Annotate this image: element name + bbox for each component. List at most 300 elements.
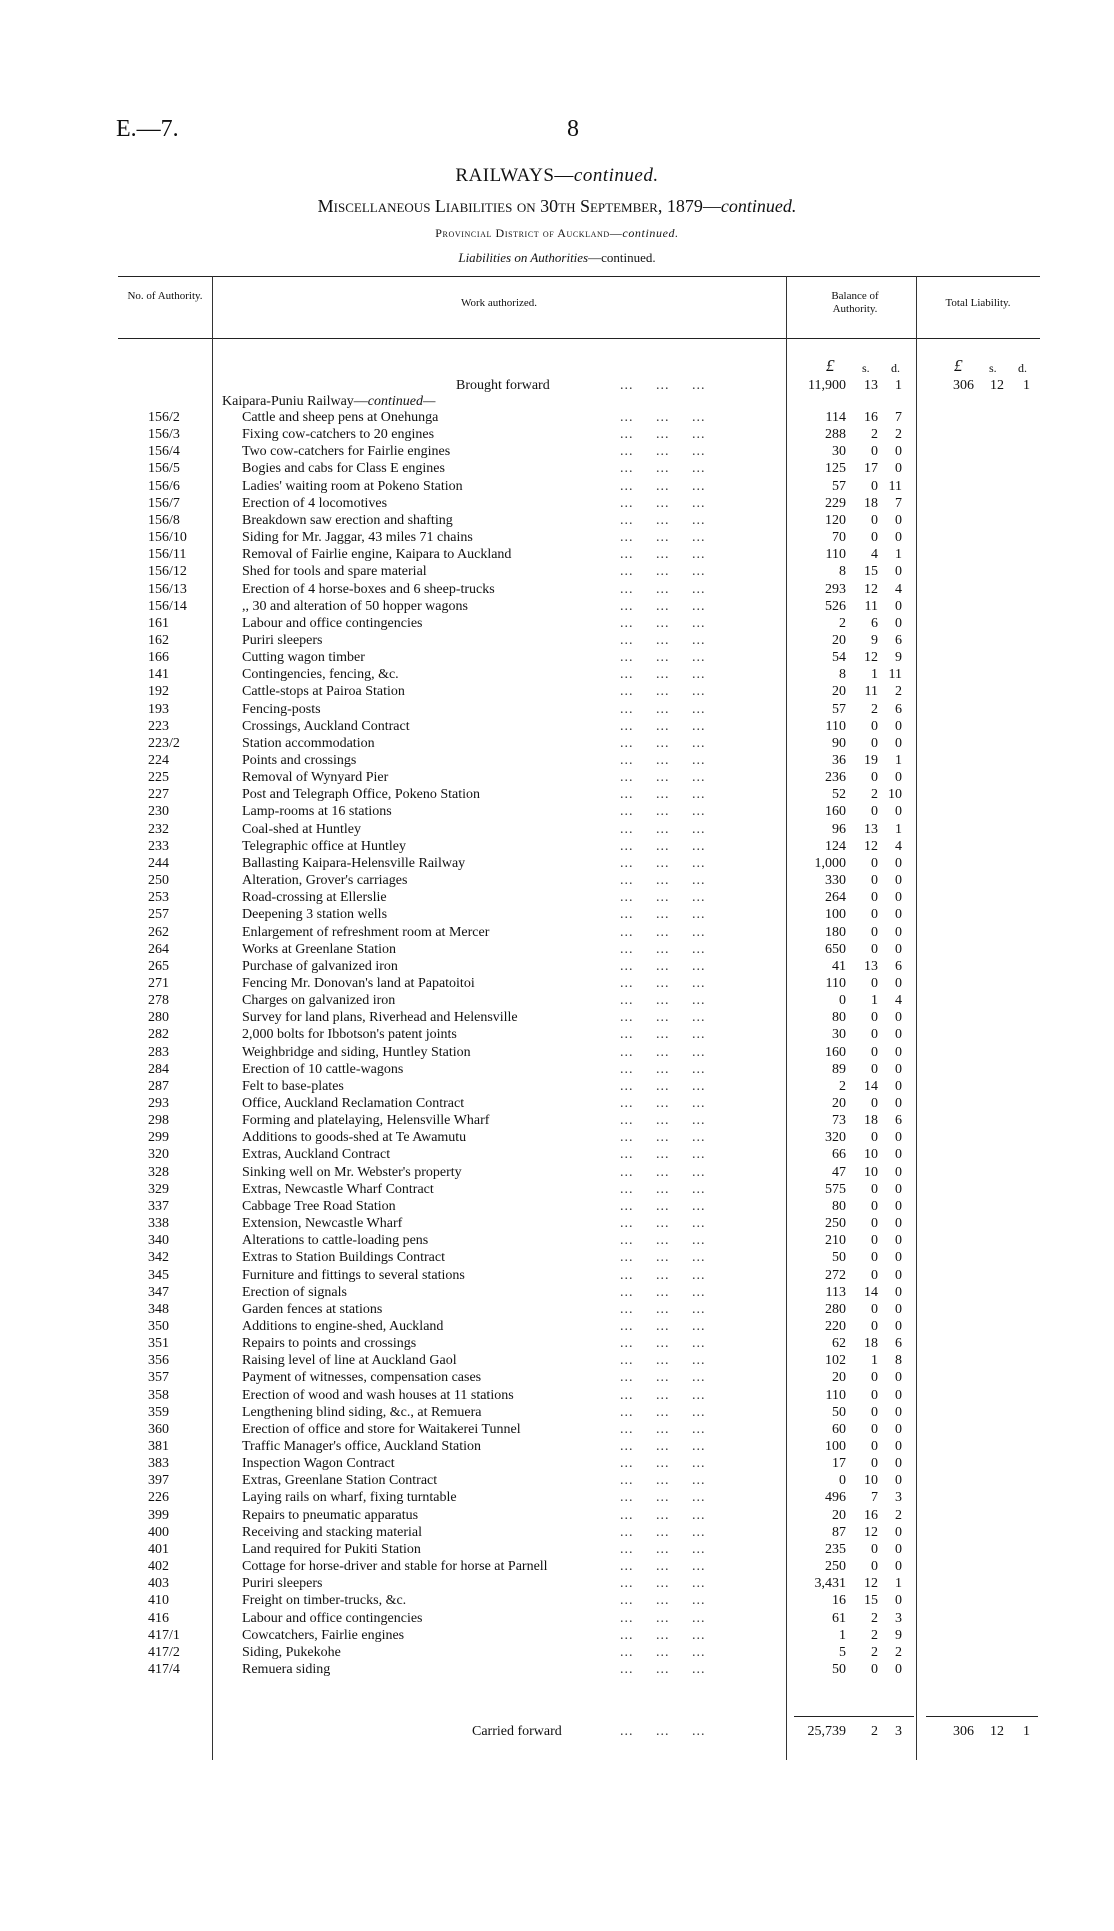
balance-pence: 0 (895, 1182, 902, 1197)
dot-leaders: ... ... ... (620, 1285, 706, 1300)
balance-pence: 0 (895, 1233, 902, 1248)
balance-pounds: 0 (839, 993, 846, 1008)
authority-number: 359 (148, 1405, 169, 1420)
balance-pounds: 1 (839, 1628, 846, 1643)
work-description: Raising level of line at Auckland Gaol (242, 1353, 461, 1369)
work-description: Laying rails on wharf, fixing turntable (242, 1490, 461, 1506)
dot-leaders: ... ... ... (620, 1216, 706, 1231)
authority-number: 250 (148, 873, 169, 888)
authority-number: 299 (148, 1130, 169, 1145)
balance-shillings: 10 (864, 1473, 878, 1488)
dot-leaders: ... ... ... (620, 1113, 706, 1128)
dot-leaders: ... ... ... (620, 1130, 706, 1145)
work-description: Weighbridge and siding, Huntley Station (242, 1045, 475, 1061)
balance-shillings: 12 (864, 1525, 878, 1540)
balance-pounds: 526 (825, 599, 846, 614)
brought-forward-label: Brought forward (456, 378, 550, 393)
authority-number: 226 (148, 1490, 169, 1505)
authority-number: 358 (148, 1388, 169, 1403)
work-description: 2,000 bolts for Ibbotson's patent joints (242, 1027, 461, 1043)
balance-pence: 9 (895, 1628, 902, 1643)
authority-number: 351 (148, 1336, 169, 1351)
work-description: Contingencies, fencing, &c. (242, 667, 403, 683)
dot-leaders: ... ... ... (620, 873, 706, 888)
balance-shillings: 10 (864, 1147, 878, 1162)
authority-number: 282 (148, 1027, 169, 1042)
dot-leaders: ... ... ... (620, 1233, 706, 1248)
group-heading (222, 394, 435, 410)
balance-pence: 6 (895, 633, 902, 648)
balance-pounds: 210 (825, 1233, 846, 1248)
balance-pounds: 20 (832, 1096, 846, 1111)
document-reference: E.—7. (116, 116, 179, 142)
balance-pence: 0 (895, 770, 902, 785)
dot-leaders: ... ... ... (620, 410, 706, 425)
balance-pence: 0 (895, 1662, 902, 1677)
work-description: Erection of office and store for Waitakerei Tunnel (242, 1422, 525, 1438)
work-description: Breakdown saw erection and shafting (242, 513, 457, 529)
balance-pence: 10 (888, 787, 902, 802)
balance-pence: 0 (895, 925, 902, 940)
balance-shillings: 2 (871, 787, 878, 802)
work-description: Telegraphic office at Huntley (242, 839, 410, 855)
authority-number: 400 (148, 1525, 169, 1540)
work-description: Post and Telegraph Office, Pokeno Station (242, 787, 484, 803)
balance-pounds: 0 (839, 1473, 846, 1488)
balance-shillings: 12 (864, 839, 878, 854)
dot-leaders: ... ... ... (620, 1628, 706, 1643)
balance-shillings: 0 (871, 479, 878, 494)
work-description: Deepening 3 station wells (242, 907, 391, 923)
balance-pence: 0 (895, 856, 902, 871)
balance-pounds: 57 (832, 702, 846, 717)
balance-pence: 7 (895, 496, 902, 511)
dot-leaders: ... ... ... (620, 1422, 706, 1437)
dot-leaders: ... ... ... (620, 1336, 706, 1351)
balance-pence: 0 (895, 1079, 902, 1094)
document-title (0, 165, 1114, 187)
balance-shillings: 17 (864, 461, 878, 476)
dot-leaders: ... ... ... (620, 839, 706, 854)
dot-leaders: ... ... ... (620, 496, 706, 511)
balance-pounds: 120 (825, 513, 846, 528)
balance-pence: 0 (895, 564, 902, 579)
balance-pence: 0 (895, 1062, 902, 1077)
balance-pounds: 47 (832, 1165, 846, 1180)
balance-shillings: 11 (864, 684, 878, 699)
balance-pence: 11 (888, 479, 902, 494)
balance-pence: 0 (895, 444, 902, 459)
balance-pounds: 2 (839, 1079, 846, 1094)
work-description: Forming and platelaying, Helensville Wharf (242, 1113, 493, 1129)
balance-shillings: 12 (864, 1576, 878, 1591)
dot-leaders: ... ... ... (620, 582, 706, 597)
balance-shillings: 13 (864, 959, 878, 974)
dot-leaders: ... ... ... (620, 616, 706, 631)
balance-pounds: 293 (825, 582, 846, 597)
balance-pounds: 100 (825, 1439, 846, 1454)
dot-leaders: ... ... ... (620, 479, 706, 494)
balance-shillings: 0 (871, 1302, 878, 1317)
work-description: Puriri sleepers (242, 633, 326, 649)
balance-shillings: 18 (864, 1336, 878, 1351)
balance-pounds: 110 (825, 976, 846, 991)
balance-pounds: 1,000 (814, 856, 846, 871)
balance-pence: 0 (895, 1388, 902, 1403)
balance-pounds: 73 (832, 1113, 846, 1128)
balance-pounds: 20 (832, 1508, 846, 1523)
balance-pence: 0 (895, 1165, 902, 1180)
group-heading-italic: continued— (367, 394, 436, 409)
balance-pence: 0 (895, 1147, 902, 1162)
dot-leaders: ... ... ... (620, 684, 706, 699)
authority-number: 381 (148, 1439, 169, 1454)
authority-number: 383 (148, 1456, 169, 1471)
balance-shillings-unit: s. (862, 361, 870, 375)
balance-shillings: 16 (864, 1508, 878, 1523)
carried-forward-balance-pounds: 25,739 (807, 1724, 846, 1739)
authority-number: 417/2 (148, 1645, 180, 1660)
dot-leaders: ... ... ... (620, 753, 706, 768)
work-description: Payment of witnesses, compensation cases (242, 1370, 485, 1386)
balance-pence: 0 (895, 1216, 902, 1231)
authority-number: 417/1 (148, 1628, 180, 1643)
balance-pence: 0 (895, 942, 902, 957)
work-description: Furniture and fittings to several stations (242, 1268, 469, 1284)
balance-shillings: 2 (871, 702, 878, 717)
dot-leaders: ... ... ... (620, 1302, 706, 1317)
balance-pounds: 250 (825, 1559, 846, 1574)
balance-pounds: 90 (832, 736, 846, 751)
balance-shillings: 0 (871, 1439, 878, 1454)
balance-pence: 4 (895, 582, 902, 597)
balance-shillings: 6 (871, 616, 878, 631)
balance-pence: 0 (895, 736, 902, 751)
dot-leaders: ... ... ... (620, 719, 706, 734)
balance-shillings: 0 (871, 856, 878, 871)
balance-pence: 0 (895, 1439, 902, 1454)
balance-pounds: 236 (825, 770, 846, 785)
balance-pence: 0 (895, 1559, 902, 1574)
balance-shillings: 0 (871, 1542, 878, 1557)
work-description: Cutting wagon timber (242, 650, 369, 666)
authority-number: 223/2 (148, 736, 180, 751)
authority-number: 280 (148, 1010, 169, 1025)
balance-pounds: 650 (825, 942, 846, 957)
authority-number: 156/13 (148, 582, 187, 597)
work-description: Crossings, Auckland Contract (242, 719, 414, 735)
authority-number: 338 (148, 1216, 169, 1231)
work-description: Lamp-rooms at 16 stations (242, 804, 396, 820)
dot-leaders: ... ... ... (620, 925, 706, 940)
dot-leaders: ... ... ... (620, 736, 706, 751)
work-description: Charges on galvanized iron (242, 993, 399, 1009)
balance-shillings: 0 (871, 1662, 878, 1677)
balance-pounds: 220 (825, 1319, 846, 1334)
authority-number: 397 (148, 1473, 169, 1488)
dot-leaders: ... ... ... (620, 1662, 706, 1677)
authority-number: 403 (148, 1576, 169, 1591)
authority-number: 227 (148, 787, 169, 802)
dot-leaders: ... ... ... (620, 1611, 706, 1626)
balance-shillings: 16 (864, 410, 878, 425)
authority-number: 345 (148, 1268, 169, 1283)
authority-number: 399 (148, 1508, 169, 1523)
carried-forward-total-pence: 1 (1023, 1724, 1030, 1739)
balance-pence: 1 (895, 753, 902, 768)
work-description: Erection of 10 cattle-wagons (242, 1062, 407, 1078)
dot-leaders: ... ... ... (620, 513, 706, 528)
balance-shillings: 0 (871, 1182, 878, 1197)
authority-number: 350 (148, 1319, 169, 1334)
dot-leaders: ... ... ... (620, 1576, 706, 1591)
balance-shillings: 0 (871, 1130, 878, 1145)
balance-pounds: 20 (832, 633, 846, 648)
balance-pence: 0 (895, 1130, 902, 1145)
authority-number: 156/6 (148, 479, 180, 494)
balance-pence: 0 (895, 1405, 902, 1420)
balance-shillings: 14 (864, 1285, 878, 1300)
work-description: Extension, Newcastle Wharf (242, 1216, 406, 1232)
balance-pounds: 280 (825, 1302, 846, 1317)
balance-pounds: 160 (825, 804, 846, 819)
authority-number: 193 (148, 702, 169, 717)
dot-leaders: ... ... ... (620, 976, 706, 991)
balance-pence: 0 (895, 1593, 902, 1608)
balance-pence: 0 (895, 1542, 902, 1557)
balance-shillings: 0 (871, 1559, 878, 1574)
balance-pounds: 125 (825, 461, 846, 476)
balance-pence: 3 (895, 1490, 902, 1505)
authority-number: 265 (148, 959, 169, 974)
authority-number: 360 (148, 1422, 169, 1437)
balance-pounds: 2 (839, 616, 846, 631)
work-description: Cattle and sheep pens at Onehunga (242, 410, 442, 426)
work-description: Fixing cow-catchers to 20 engines (242, 427, 438, 443)
balance-pounds: 30 (832, 444, 846, 459)
dot-leaders: ... ... ... (620, 1199, 706, 1214)
balance-shillings: 2 (871, 427, 878, 442)
balance-pounds: 20 (832, 684, 846, 699)
balance-shillings: 0 (871, 1027, 878, 1042)
balance-pounds: 8 (839, 667, 846, 682)
district-main: Provincial District of Auckland— (435, 226, 623, 240)
dot-leaders: ... ... ... (620, 770, 706, 785)
balance-pounds: 20 (832, 1370, 846, 1385)
column-divider-work (786, 276, 787, 1760)
authority-number: 262 (148, 925, 169, 940)
dot-leaders: ... ... ... (620, 633, 706, 648)
dot-leaders: ... ... ... (620, 1045, 706, 1060)
balance-shillings: 18 (864, 496, 878, 511)
authority-number: 156/2 (148, 410, 180, 425)
balance-shillings: 0 (871, 1096, 878, 1111)
balance-pounds: 113 (825, 1285, 846, 1300)
balance-pounds: 96 (832, 822, 846, 837)
dot-leaders: ... ... ... (620, 667, 706, 682)
work-description: Extras to Station Buildings Contract (242, 1250, 449, 1266)
work-description: Erection of 4 locomotives (242, 496, 391, 512)
authority-number: 283 (148, 1045, 169, 1060)
dot-leaders: ... ... ... (620, 907, 706, 922)
authority-number: 271 (148, 976, 169, 991)
work-description: Alterations to cattle-loading pens (242, 1233, 432, 1249)
balance-shillings: 1 (871, 667, 878, 682)
total-pence-unit: d. (1018, 361, 1027, 375)
dot-leaders: ... ... ... (620, 547, 706, 562)
balance-shillings: 0 (871, 1233, 878, 1248)
authority-number: 156/5 (148, 461, 180, 476)
work-description: Extras, Newcastle Wharf Contract (242, 1182, 438, 1198)
district-italic: continued. (622, 226, 679, 240)
document-subtitle (0, 196, 1114, 217)
balance-pence: 6 (895, 702, 902, 717)
balance-pence: 2 (895, 427, 902, 442)
authority-number: 342 (148, 1250, 169, 1265)
balance-pounds: 66 (832, 1147, 846, 1162)
balance-pence: 2 (895, 1645, 902, 1660)
authority-number: 337 (148, 1199, 169, 1214)
balance-pounds: 330 (825, 873, 846, 888)
work-description: Repairs to points and crossings (242, 1336, 420, 1352)
authority-number: 156/7 (148, 496, 180, 511)
balance-pounds: 3,431 (814, 1576, 846, 1591)
work-description: Lengthening blind siding, &c., at Remuera (242, 1405, 486, 1421)
dot-leaders: ... ... ... (620, 1593, 706, 1608)
work-description: Alteration, Grover's carriages (242, 873, 411, 889)
balance-pounds: 17 (832, 1456, 846, 1471)
balance-pounds: 50 (832, 1250, 846, 1265)
balance-pence: 6 (895, 1113, 902, 1128)
balance-pounds: 5 (839, 1645, 846, 1660)
balance-pounds: 124 (825, 839, 846, 854)
balance-pence: 0 (895, 1302, 902, 1317)
dot-leaders: ... ... ... (620, 1542, 706, 1557)
authority-number: 156/3 (148, 427, 180, 442)
dot-leaders: ... ... ... (620, 1062, 706, 1077)
balance-pence: 0 (895, 1045, 902, 1060)
authority-number: 320 (148, 1147, 169, 1162)
work-description: Traffic Manager's office, Auckland Station (242, 1439, 485, 1455)
balance-pence: 9 (895, 650, 902, 665)
balance-pounds: 110 (825, 719, 846, 734)
work-description: Works at Greenlane Station (242, 942, 400, 958)
balance-pence: 0 (895, 1319, 902, 1334)
balance-pence: 0 (895, 530, 902, 545)
dot-leaders: ... ... ... (620, 942, 706, 957)
work-description: Extras, Auckland Contract (242, 1147, 394, 1163)
balance-pounds: 16 (832, 1593, 846, 1608)
balance-pence: 1 (895, 1576, 902, 1591)
work-description: Remuera siding (242, 1662, 334, 1678)
balance-pence: 0 (895, 1473, 902, 1488)
balance-pounds: 288 (825, 427, 846, 442)
balance-pence: 6 (895, 959, 902, 974)
dot-leaders: ... ... ... (620, 1388, 706, 1403)
work-description: Siding for Mr. Jaggar, 43 miles 71 chains (242, 530, 477, 546)
balance-pounds: 41 (832, 959, 846, 974)
balance-shillings: 15 (864, 1593, 878, 1608)
authority-number: 298 (148, 1113, 169, 1128)
balance-pence: 1 (895, 822, 902, 837)
work-description: Office, Auckland Reclamation Contract (242, 1096, 468, 1112)
work-description: Fencing Mr. Donovan's land at Papatoitoi (242, 976, 479, 992)
balance-shillings: 1 (871, 993, 878, 1008)
work-description: Shed for tools and spare material (242, 564, 431, 580)
authority-number: 156/8 (148, 513, 180, 528)
balance-shillings: 9 (871, 633, 878, 648)
column-header-work: Work authorized. (460, 297, 538, 309)
balance-pence: 0 (895, 976, 902, 991)
brought-forward-total-shillings: 12 (990, 378, 1004, 393)
balance-pounds: 50 (832, 1405, 846, 1420)
carried-forward-label: Carried forward (472, 1724, 562, 1739)
balance-pounds: 264 (825, 890, 846, 905)
carried-forward-balance-pence: 3 (895, 1724, 902, 1739)
dot-leaders: ... ... ... (620, 1439, 706, 1454)
balance-shillings: 0 (871, 1319, 878, 1334)
balance-pounds: 160 (825, 1045, 846, 1060)
balance-pence: 0 (895, 616, 902, 631)
work-description: Cottage for horse-driver and stable for horse at Parnell (242, 1559, 552, 1575)
balance-pounds: 496 (825, 1490, 846, 1505)
work-description: Cattle-stops at Pairoa Station (242, 684, 409, 700)
work-description: Purchase of galvanized iron (242, 959, 402, 975)
authority-number: 356 (148, 1353, 169, 1368)
work-description: Additions to engine-shed, Auckland (242, 1319, 447, 1335)
balance-pounds: 54 (832, 650, 846, 665)
authority-number: 287 (148, 1079, 169, 1094)
brought-forward-balance-pounds: 11,900 (808, 378, 846, 393)
balance-pounds: 102 (825, 1353, 846, 1368)
balance-pence: 0 (895, 461, 902, 476)
balance-pounds: 180 (825, 925, 846, 940)
balance-pounds: 575 (825, 1182, 846, 1197)
balance-pounds: 36 (832, 753, 846, 768)
work-description: Garden fences at stations (242, 1302, 386, 1318)
dot-leaders: ... ... ... (620, 530, 706, 545)
authority-number: 230 (148, 804, 169, 819)
work-description: Puriri sleepers (242, 1576, 326, 1592)
balance-pence-unit: d. (891, 361, 900, 375)
dot-leaders: ... ... ... (620, 702, 706, 717)
section-tail: —continued. (588, 250, 656, 265)
authority-number: 141 (148, 667, 169, 682)
authority-number: 156/10 (148, 530, 187, 545)
authority-number: 278 (148, 993, 169, 1008)
authority-number: 257 (148, 907, 169, 922)
balance-shillings: 2 (871, 1611, 878, 1626)
balance-shillings: 19 (864, 753, 878, 768)
balance-shillings: 0 (871, 719, 878, 734)
dot-leaders: ... ... ... (620, 890, 706, 905)
column-divider-authority (212, 276, 213, 1760)
authority-number: 156/12 (148, 564, 187, 579)
dot-leaders: ... ... ... (620, 1456, 706, 1471)
balance-pence: 8 (895, 1353, 902, 1368)
column-header-total: Total Liability. (945, 297, 1011, 309)
subtitle-main: Miscellaneous Liabilities on 30th September, 1879— (317, 196, 721, 216)
balance-shillings: 0 (871, 1045, 878, 1060)
carried-forward-total-shillings: 12 (990, 1724, 1004, 1739)
balance-pence: 0 (895, 1525, 902, 1540)
work-description: Cabbage Tree Road Station (242, 1199, 400, 1215)
balance-shillings: 0 (871, 1062, 878, 1077)
dot-leaders: ... ... ... (620, 1319, 706, 1334)
balance-pence: 2 (895, 684, 902, 699)
work-description: Enlargement of refreshment room at Mercer (242, 925, 493, 941)
authority-number: 162 (148, 633, 169, 648)
